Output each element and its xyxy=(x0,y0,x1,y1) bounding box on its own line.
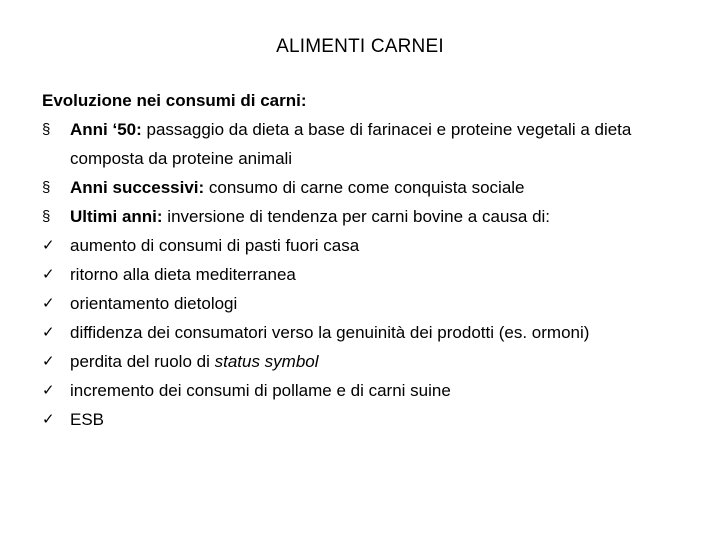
check-bullet-icon: ✓ xyxy=(42,353,55,370)
check-bullet-icon: ✓ xyxy=(42,295,55,312)
list-item xyxy=(42,405,682,434)
list-item xyxy=(42,376,682,405)
check-bullet-icon: ✓ xyxy=(42,411,55,428)
list-item xyxy=(42,231,682,260)
item-italic-text: status symbol xyxy=(214,352,319,371)
list-item xyxy=(42,289,682,318)
list-item xyxy=(42,347,682,376)
item-text: perdita del ruolo di xyxy=(70,352,215,371)
bullet-list xyxy=(42,115,682,434)
check-bullet-icon: ✓ xyxy=(42,237,55,254)
list-item xyxy=(42,115,682,173)
list-item xyxy=(42,202,682,231)
item-text: ritorno alla dieta mediterranea xyxy=(70,265,296,284)
item-text: ESB xyxy=(70,410,105,429)
item-label: Anni successivi: xyxy=(70,178,205,197)
item-text: inversione di tendenza per carni bovine a causa di: xyxy=(162,207,551,226)
section-heading: Evoluzione nei consumi di carni: xyxy=(42,91,307,110)
item-label: Ultimi anni: xyxy=(70,207,163,226)
slide-title: ALIMENTI CARNEI xyxy=(276,36,444,57)
list-item xyxy=(42,173,682,202)
list-item xyxy=(42,260,682,289)
square-bullet-icon: § xyxy=(42,121,51,138)
list-item xyxy=(42,318,682,347)
item-text: orientamento dietologi xyxy=(70,294,238,313)
item-text: incremento dei consumi di pollame e di carni suine xyxy=(70,381,451,400)
item-label: Anni ‘50: xyxy=(70,120,142,139)
item-text: passaggio da dieta a base di farinacei e proteine vegetali a dieta composta da proteine animali xyxy=(70,120,632,168)
item-text: aumento di consumi di pasti fuori casa xyxy=(70,236,360,255)
item-text: consumo di carne come conquista sociale xyxy=(204,178,525,197)
square-bullet-icon: § xyxy=(42,208,51,225)
item-text: diffidenza dei consumatori verso la genuinità dei prodotti (es. ormoni) xyxy=(70,323,590,342)
check-bullet-icon: ✓ xyxy=(42,266,55,283)
check-bullet-icon: ✓ xyxy=(42,324,55,341)
check-bullet-icon: ✓ xyxy=(42,382,55,399)
square-bullet-icon: § xyxy=(42,179,51,196)
slide-content xyxy=(42,86,682,434)
